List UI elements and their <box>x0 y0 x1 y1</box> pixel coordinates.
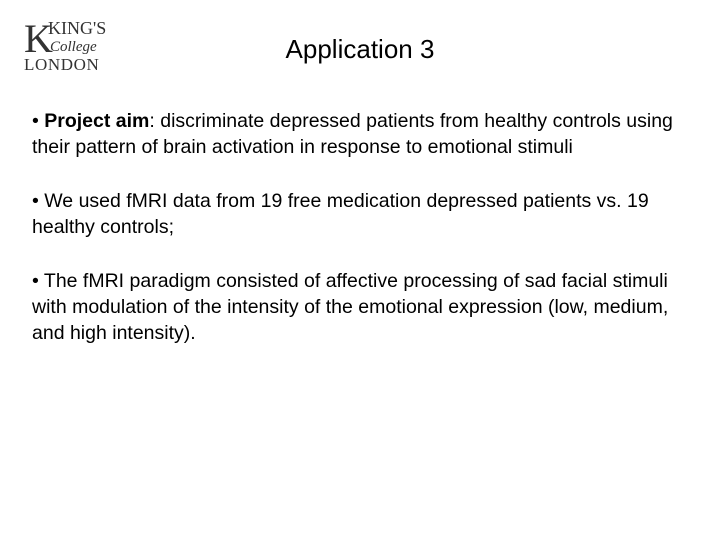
bullet-marker: • <box>32 270 39 292</box>
logo-k-glyph: K <box>24 16 53 61</box>
logo-line1: KING'S <box>48 18 107 38</box>
bullet-marker: • <box>32 110 39 132</box>
page-title: Application 3 <box>285 34 435 64</box>
bullet-item <box>32 188 692 240</box>
logo-line3: LONDON <box>24 55 100 74</box>
logo-line2: College <box>50 39 97 55</box>
bullet-marker: • <box>32 190 39 212</box>
bullet-list <box>32 108 692 374</box>
bullet-item <box>32 268 692 346</box>
bullet-text: : discriminate depressed patients from healthy controls using their pattern of brain activation in response to emotional stimuli <box>32 110 673 158</box>
bullet-text: The fMRI paradigm consisted of affective processing of sad facial stimuli with modulation of the intensity of the emotional expression (low, medium, and high intensity). <box>32 270 669 344</box>
bullet-text: We used fMRI data from 19 free medication depressed patients vs. 19 healthy controls; <box>32 190 649 238</box>
bullet-lead: Project aim <box>44 110 150 132</box>
bullet-item <box>32 108 692 160</box>
